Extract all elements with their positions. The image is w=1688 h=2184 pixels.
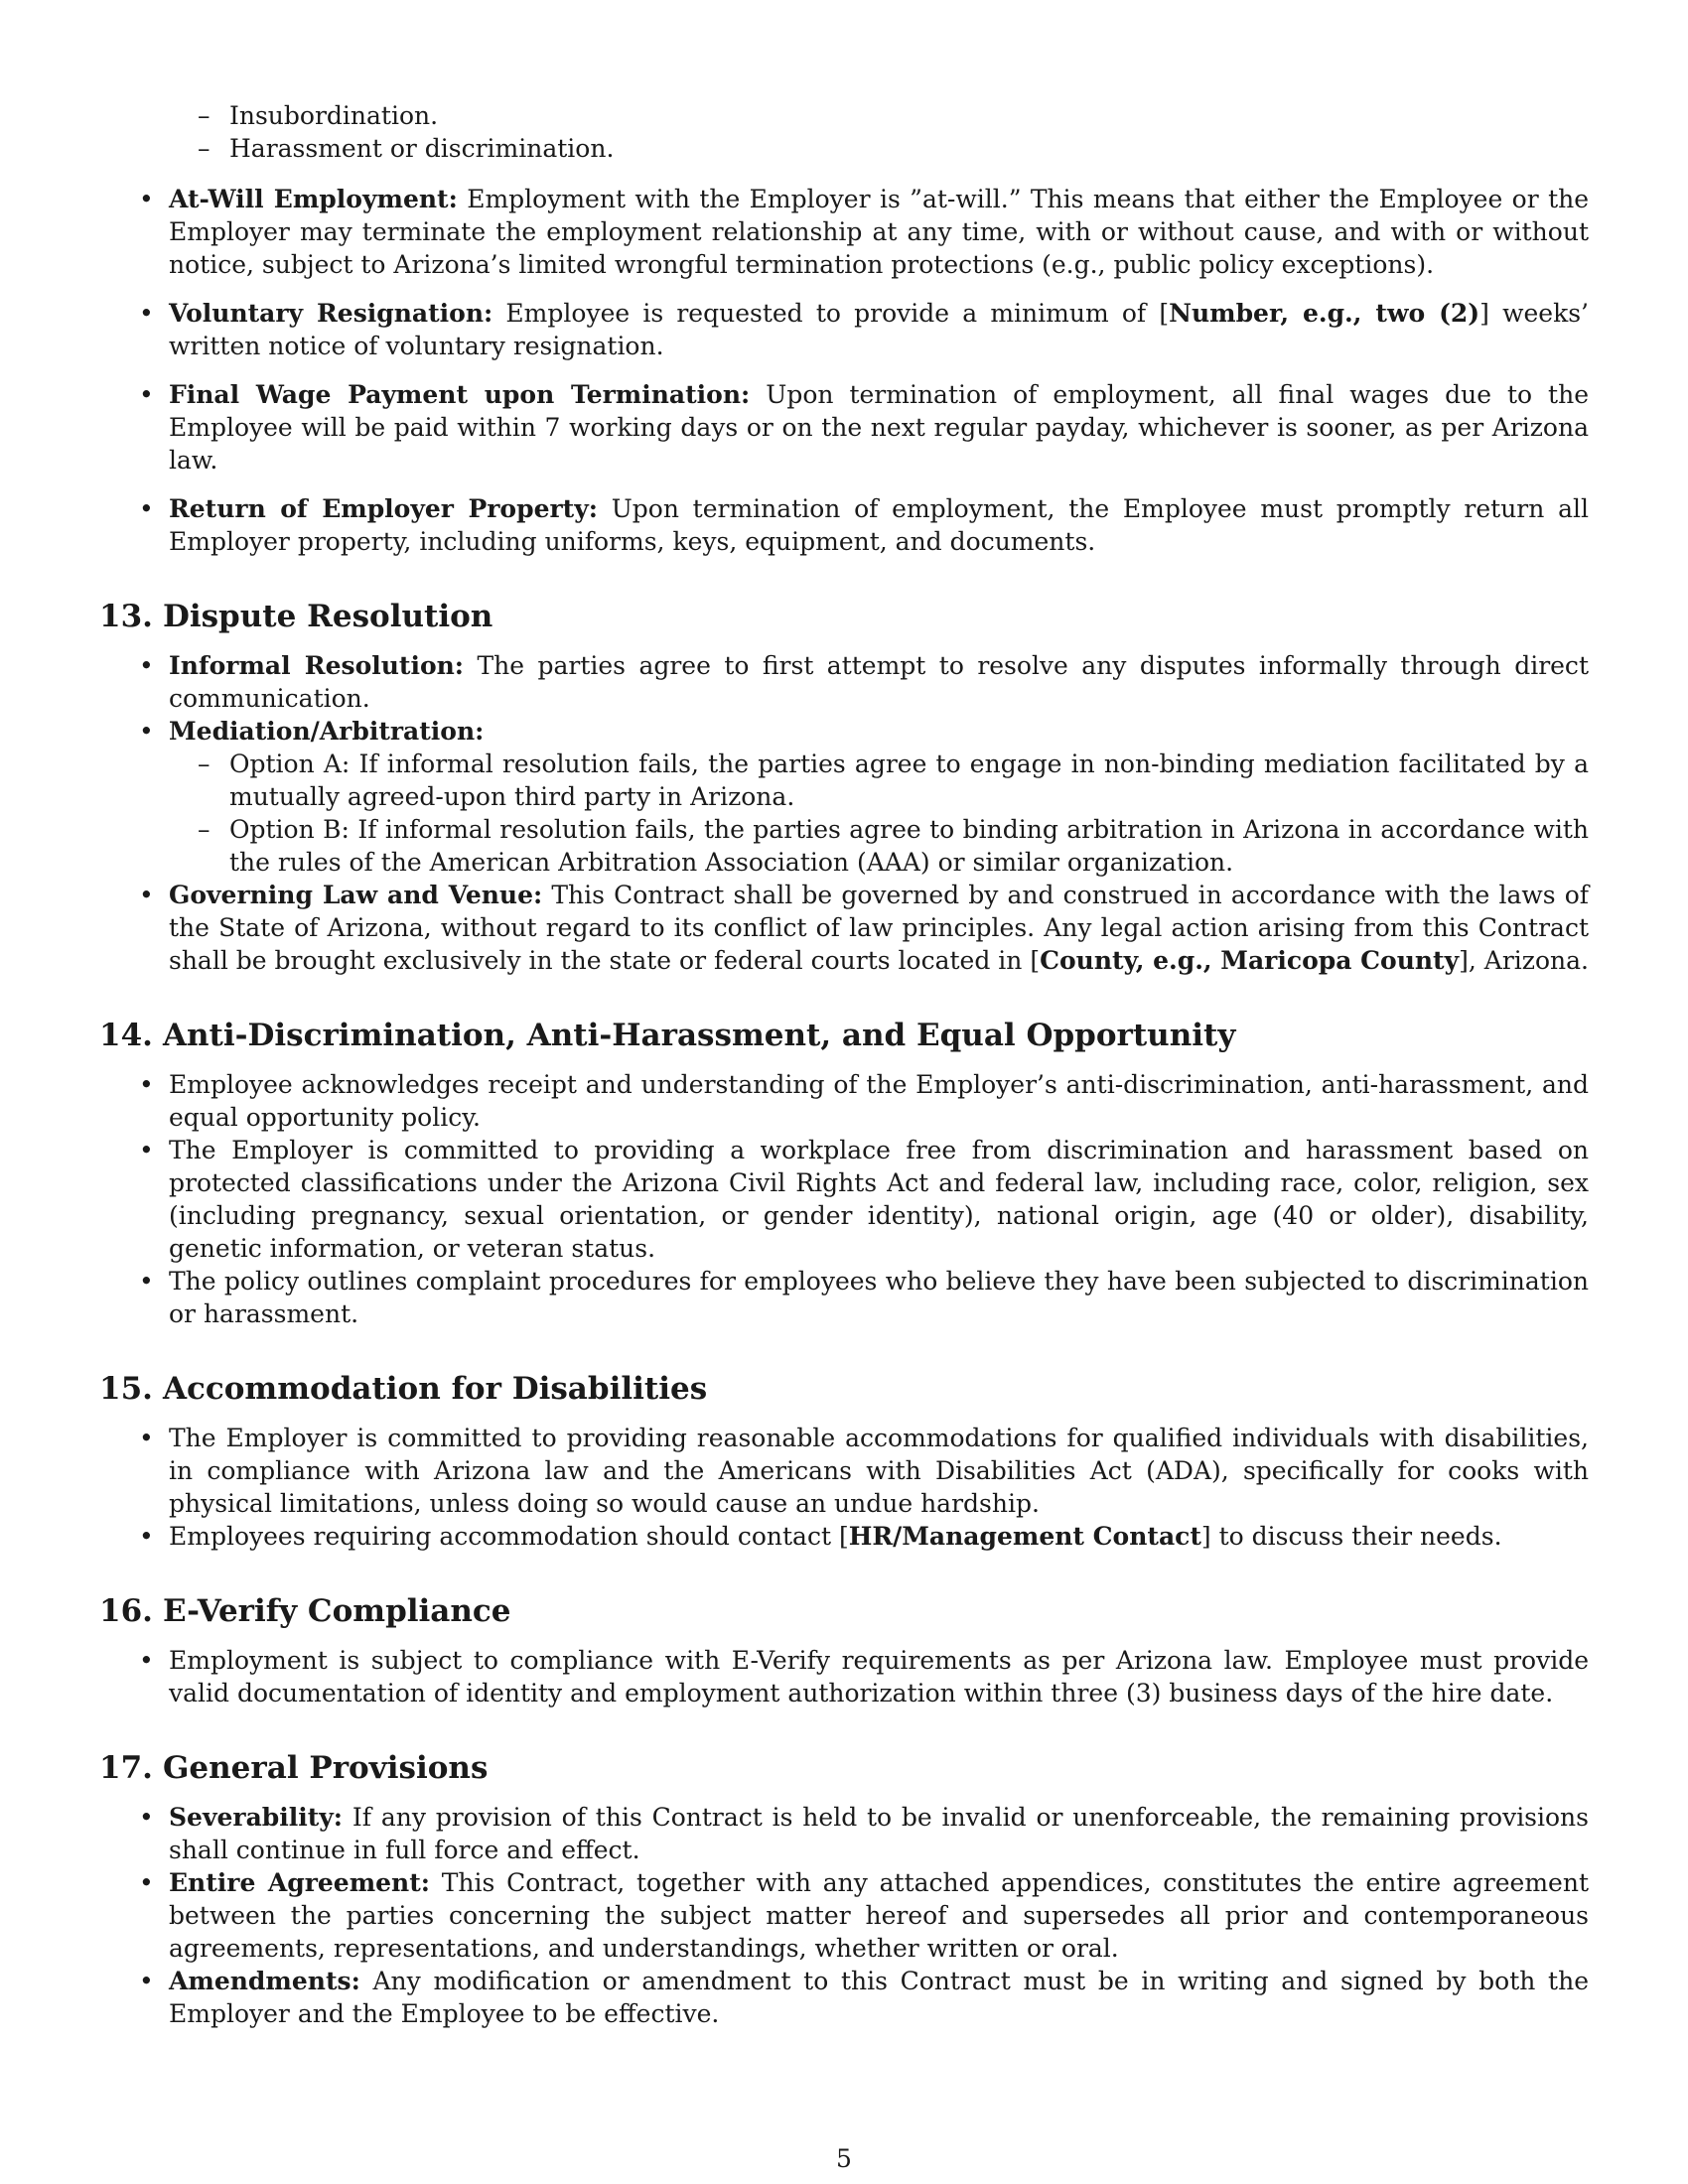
list-item-entire-agreement <box>99 1866 1589 1965</box>
term-text: Any modification or amendment to this Contract must be in writing and signed by both the Employer and the Employee to be effective. <box>169 1967 1589 2028</box>
section-13-list <box>99 649 1589 977</box>
term-label: Severability: <box>169 1803 344 1832</box>
option-b: – Option B: If informal resolution fails, the parties agree to binding arbitration in Arizona in accordance with the rules of the American Arbitration Association (AAA) or similar organization. <box>169 813 1589 879</box>
placeholder-text: Number, e.g., two (2) <box>1169 299 1480 328</box>
section-14-list <box>99 1068 1589 1330</box>
section-number: 17. <box>99 1750 153 1786</box>
term-text: This Contract, together with any attached appendices, constitutes the entire agreement between the parties concerning the subject matter hereof and supersedes all prior and contemporaneous agreements, representations, and understandings, whether written or oral. <box>169 1868 1589 1963</box>
section-17-list <box>99 1801 1589 2030</box>
list-item-final-wage <box>99 378 1589 477</box>
term-text: Employment with the Employer is ”at-will.” This means that either the Employee or the Employer may terminate the employment relationship at any time, with or without cause, and with or without notice, subject to Arizona’s limited wrongful termination protections (e.g., public policy exceptions). <box>169 185 1590 279</box>
list-item-informal <box>99 649 1589 715</box>
list-item: • The policy outlines complaint procedures for employees who believe they have been subjected to discrimination or harassment. <box>99 1265 1589 1330</box>
list-item-amendments <box>99 1965 1589 2030</box>
term-text: Upon termination of employment, all final wages due to the Employee will be paid within 7 working days or on the next regular payday, whichever is sooner, as per Arizona law. <box>169 380 1590 475</box>
list-item: • Employee acknowledges receipt and understanding of the Employer’s anti-discrimination, anti-harassment, and equal opportunity policy. <box>99 1068 1589 1134</box>
list-item <box>169 99 1589 132</box>
term-label: Informal Resolution: <box>169 651 465 680</box>
section-14-heading <box>99 1017 1589 1054</box>
section-16-heading <box>99 1592 1589 1630</box>
placeholder-text: HR/Management Contact <box>848 1522 1201 1551</box>
section-title: Dispute Resolution <box>162 599 493 634</box>
list-item-text: Insubordination. <box>229 101 439 130</box>
section-number: 15. <box>99 1371 153 1407</box>
list-item <box>99 1520 1589 1553</box>
term-label: Governing Law and Venue: <box>169 881 543 909</box>
list-item-text: Harassment or discrimination. <box>229 134 615 163</box>
list-item-at-will <box>99 183 1589 281</box>
term-label: Mediation/Arbitration: <box>169 717 485 746</box>
section-15-list <box>99 1422 1589 1553</box>
list-item-resignation <box>99 297 1589 362</box>
list-item-return-property <box>99 492 1589 558</box>
term-text: Employee is requested to provide a minimum of [ <box>492 299 1170 328</box>
term-label: Amendments: <box>169 1967 360 1995</box>
section-17-heading <box>99 1749 1589 1787</box>
term-label: Entire Agreement: <box>169 1868 431 1897</box>
term-text: Employees requiring accommodation should contact [ <box>169 1522 849 1551</box>
section-title: General Provisions <box>162 1750 489 1786</box>
list-item: • The Employer is committed to providing reasonable accommodations for qualified individuals with disabilities, in compliance with Arizona law and the Americans with Disabilities Act (ADA), specifically for cooks with physical limitations, unless doing so would cause an undue hardship. <box>99 1422 1589 1520</box>
term-text: The parties agree to first attempt to resolve any disputes informally through direct communication. <box>169 651 1589 713</box>
section-title: E-Verify Compliance <box>162 1593 511 1629</box>
list-item-severability <box>99 1801 1589 1866</box>
option-a: – Option A: If informal resolution fails, the parties agree to engage in non-binding mediation facilitated by a mutually agreed-upon third party in Arizona. <box>169 748 1589 813</box>
section-title: Anti-Discrimination, Anti-Harassment, and Equal Opportunity <box>162 1018 1236 1053</box>
page-number: 5 <box>836 2144 852 2173</box>
list-item <box>169 132 1589 165</box>
list-item-mediation <box>99 715 1589 879</box>
continued-dash-list <box>99 99 1589 165</box>
term-label: Final Wage Payment upon Termination: <box>169 380 751 409</box>
mediation-options <box>169 748 1589 879</box>
placeholder-text: County, e.g., Maricopa County <box>1040 946 1460 975</box>
section-16-list <box>99 1644 1589 1709</box>
term-text: Upon termination of employment, the Employee must promptly return all Employer property, including uniforms, keys, equipment, and documents. <box>169 494 1589 556</box>
term-label: Return of Employer Property: <box>169 494 598 523</box>
term-text: ] weeks’ written notice of voluntary resignation. <box>169 299 1589 360</box>
section-title: Accommodation for Disabilities <box>162 1371 708 1407</box>
section-number: 14. <box>99 1018 153 1053</box>
section-13-heading <box>99 598 1589 635</box>
list-item-governing-law <box>99 879 1589 977</box>
section-number: 13. <box>99 599 153 634</box>
section-15-heading <box>99 1370 1589 1408</box>
section-number: 16. <box>99 1593 153 1629</box>
list-item: • The Employer is committed to providing a workplace free from discrimination and harassment based on protected classifications under the Arizona Civil Rights Act and federal law, including race, color, religion, sex (including pregnancy, sexual orientation, or gender identity), national origin, age (40 or older), disability, genetic information, or veteran status. <box>99 1134 1589 1265</box>
term-text: ] to discuss their needs. <box>1200 1522 1502 1551</box>
document-page <box>99 99 1589 2030</box>
term-text: ], Arizona. <box>1459 946 1589 975</box>
term-label: At-Will Employment: <box>169 185 458 213</box>
term-text: This Contract shall be governed by and construed in accordance with the laws of the State of Arizona, without regard to its conflict of law principles. Any legal action arising from this Contract shall be brought exclusively in the state or federal courts located in [ <box>169 881 1590 975</box>
term-text: If any provision of this Contract is held to be invalid or unenforceable, the remaining provisions shall continue in full force and effect. <box>169 1803 1589 1864</box>
list-item: • Employment is subject to compliance with E-Verify requirements as per Arizona law. Employee must provide valid documentation of identity and employment authorization within three (3) business days of the hire date. <box>99 1644 1589 1709</box>
termination-list <box>99 183 1589 558</box>
term-label: Voluntary Resignation: <box>169 299 493 328</box>
